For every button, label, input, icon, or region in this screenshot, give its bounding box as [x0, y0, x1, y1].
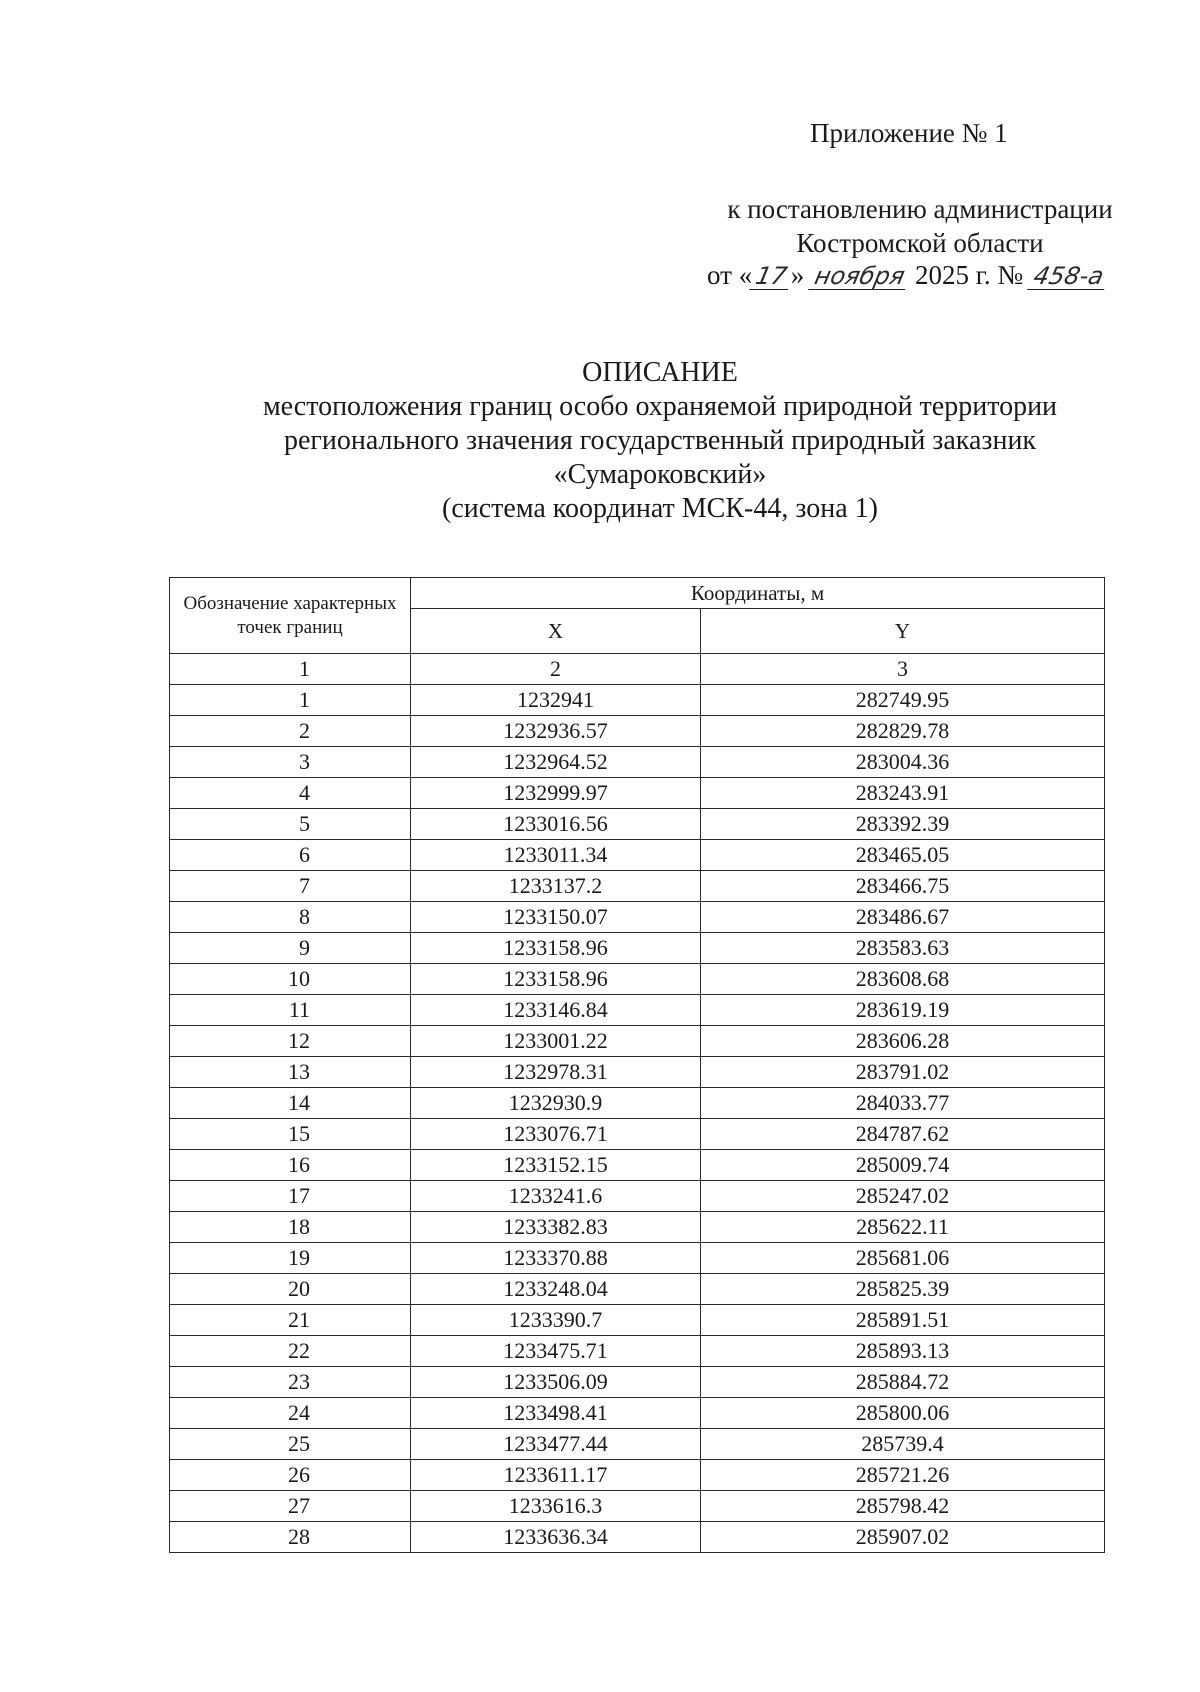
table-row: [170, 1243, 1105, 1274]
table-row: [170, 1336, 1105, 1367]
column-number: 1: [170, 654, 411, 685]
heading-line: (система координат МСК-44, зона 1): [442, 493, 878, 524]
point-number: 6: [170, 840, 411, 871]
column-number: 3: [701, 654, 1105, 685]
point-number: 3: [170, 747, 411, 778]
table-row: [170, 1522, 1105, 1553]
y-coordinate: 282829.78: [701, 716, 1105, 747]
x-coordinate: 1233475.71: [411, 1336, 701, 1367]
column-header-x: X: [411, 609, 701, 654]
x-coordinate: 1232964.52: [411, 747, 701, 778]
point-number: 17: [170, 1181, 411, 1212]
x-coordinate: 1233506.09: [411, 1367, 701, 1398]
y-coordinate: 283583.63: [701, 933, 1105, 964]
appendix-title: Приложение № 1: [810, 118, 1008, 148]
y-coordinate: 283004.36: [701, 747, 1105, 778]
table-row: [170, 685, 1105, 716]
x-coordinate: 1233382.83: [411, 1212, 701, 1243]
x-coordinate: 1232999.97: [411, 778, 701, 809]
y-coordinate: 285721.26: [701, 1460, 1105, 1491]
table-row: [170, 902, 1105, 933]
y-coordinate: 283608.68: [701, 964, 1105, 995]
x-coordinate: 1233158.96: [411, 933, 701, 964]
table-row: [170, 840, 1105, 871]
y-coordinate: 285622.11: [701, 1212, 1105, 1243]
x-coordinate: 1233146.84: [411, 995, 701, 1026]
x-coordinate: 1232930.9: [411, 1088, 701, 1119]
table-row: [170, 809, 1105, 840]
y-coordinate: 285247.02: [701, 1181, 1105, 1212]
y-coordinate: 283619.19: [701, 995, 1105, 1026]
point-number: 1: [170, 685, 411, 716]
point-number: 25: [170, 1429, 411, 1460]
y-coordinate: 284033.77: [701, 1088, 1105, 1119]
table-row: [170, 1026, 1105, 1057]
y-coordinate: 283606.28: [701, 1026, 1105, 1057]
y-coordinate: 285798.42: [701, 1491, 1105, 1522]
date-separator: »: [790, 260, 805, 290]
x-coordinate: 1233611.17: [411, 1460, 701, 1491]
point-number: 20: [170, 1274, 411, 1305]
table-row: [170, 1119, 1105, 1150]
table-row: [170, 933, 1105, 964]
document-heading: [0, 356, 1200, 526]
point-number: 19: [170, 1243, 411, 1274]
x-coordinate: 1233636.34: [411, 1522, 701, 1553]
table-row: [170, 1088, 1105, 1119]
handwritten-day: 17: [749, 263, 793, 290]
x-coordinate: 1233498.41: [411, 1398, 701, 1429]
point-number: 11: [170, 995, 411, 1026]
table-row: [170, 1150, 1105, 1181]
table-row: [170, 1181, 1105, 1212]
y-coordinate: 285891.51: [701, 1305, 1105, 1336]
table-row: [170, 1429, 1105, 1460]
column-header-points: Обозначение характерных точек границ: [170, 578, 411, 654]
point-number: 9: [170, 933, 411, 964]
y-coordinate: 285893.13: [701, 1336, 1105, 1367]
x-coordinate: 1233137.2: [411, 871, 701, 902]
coordinates-table: [169, 577, 1105, 1553]
x-coordinate: 1233016.56: [411, 809, 701, 840]
point-number: 21: [170, 1305, 411, 1336]
point-number: 8: [170, 902, 411, 933]
x-coordinate: 1233370.88: [411, 1243, 701, 1274]
x-coordinate: 1232941: [411, 685, 701, 716]
heading-line: «Сумароковский»: [553, 459, 767, 490]
y-coordinate: 282749.95: [701, 685, 1105, 716]
column-header-coordinates: Координаты, м: [411, 578, 1105, 609]
table-row: [170, 778, 1105, 809]
point-number: 13: [170, 1057, 411, 1088]
y-coordinate: 285009.74: [701, 1150, 1105, 1181]
y-coordinate: 283392.39: [701, 809, 1105, 840]
point-number: 4: [170, 778, 411, 809]
point-number: 16: [170, 1150, 411, 1181]
y-coordinate: 285739.4: [701, 1429, 1105, 1460]
point-number: 14: [170, 1088, 411, 1119]
x-coordinate: 1233390.7: [411, 1305, 701, 1336]
y-coordinate: 285884.72: [701, 1367, 1105, 1398]
table-row: [170, 1491, 1105, 1522]
column-number: 2: [411, 654, 701, 685]
x-coordinate: 1233076.71: [411, 1119, 701, 1150]
date-prefix: от «: [707, 260, 753, 290]
y-coordinate: 283243.91: [701, 778, 1105, 809]
point-number: 27: [170, 1491, 411, 1522]
point-number: 22: [170, 1336, 411, 1367]
heading-line: местоположения границ особо охраняемой природной территории: [262, 391, 1058, 422]
x-coordinate: 1233011.34: [411, 840, 701, 871]
y-coordinate: 285825.39: [701, 1274, 1105, 1305]
y-coordinate: 283465.05: [701, 840, 1105, 871]
x-coordinate: 1233616.3: [411, 1491, 701, 1522]
x-coordinate: 1233477.44: [411, 1429, 701, 1460]
x-coordinate: 1233241.6: [411, 1181, 701, 1212]
date-year: 2025 г. №: [915, 260, 1024, 290]
x-coordinate: 1233152.15: [411, 1150, 701, 1181]
table-row: [170, 964, 1105, 995]
decree-reference: [690, 192, 1150, 260]
point-number: 18: [170, 1212, 411, 1243]
point-number: 23: [170, 1367, 411, 1398]
decree-line: Костромской области: [796, 228, 1044, 258]
y-coordinate: 283466.75: [701, 871, 1105, 902]
point-number: 15: [170, 1119, 411, 1150]
x-coordinate: 1232936.57: [411, 716, 701, 747]
table-row: [170, 747, 1105, 778]
point-number: 12: [170, 1026, 411, 1057]
heading-title: ОПИСАНИЕ: [582, 357, 738, 388]
x-coordinate: 1232978.31: [411, 1057, 701, 1088]
column-header-y: Y: [701, 609, 1105, 654]
table-row: [170, 1398, 1105, 1429]
decree-date-line: [707, 260, 1107, 291]
table-row: [170, 1274, 1105, 1305]
x-coordinate: 1233150.07: [411, 902, 701, 933]
table-row: [170, 1305, 1105, 1336]
point-number: 28: [170, 1522, 411, 1553]
table-row: [170, 1212, 1105, 1243]
table-row: [170, 871, 1105, 902]
x-coordinate: 1233248.04: [411, 1274, 701, 1305]
table-row: [170, 1460, 1105, 1491]
column-number-row: [170, 654, 1105, 685]
decree-line: к постановлению администрации: [727, 194, 1113, 224]
heading-line: регионального значения государственный природный заказник: [283, 425, 1037, 456]
handwritten-number: 458-а: [1027, 263, 1110, 290]
point-number: 24: [170, 1398, 411, 1429]
table-row: [170, 995, 1105, 1026]
table-row: [170, 1057, 1105, 1088]
y-coordinate: 283791.02: [701, 1057, 1105, 1088]
y-coordinate: 285681.06: [701, 1243, 1105, 1274]
x-coordinate: 1233001.22: [411, 1026, 701, 1057]
point-number: 5: [170, 809, 411, 840]
point-number: 26: [170, 1460, 411, 1491]
handwritten-month: ноября: [808, 263, 911, 290]
table-row: [170, 1367, 1105, 1398]
y-coordinate: 285907.02: [701, 1522, 1105, 1553]
point-number: 2: [170, 716, 411, 747]
table-row: [170, 716, 1105, 747]
y-coordinate: 283486.67: [701, 902, 1105, 933]
y-coordinate: 284787.62: [701, 1119, 1105, 1150]
point-number: 10: [170, 964, 411, 995]
y-coordinate: 285800.06: [701, 1398, 1105, 1429]
x-coordinate: 1233158.96: [411, 964, 701, 995]
point-number: 7: [170, 871, 411, 902]
